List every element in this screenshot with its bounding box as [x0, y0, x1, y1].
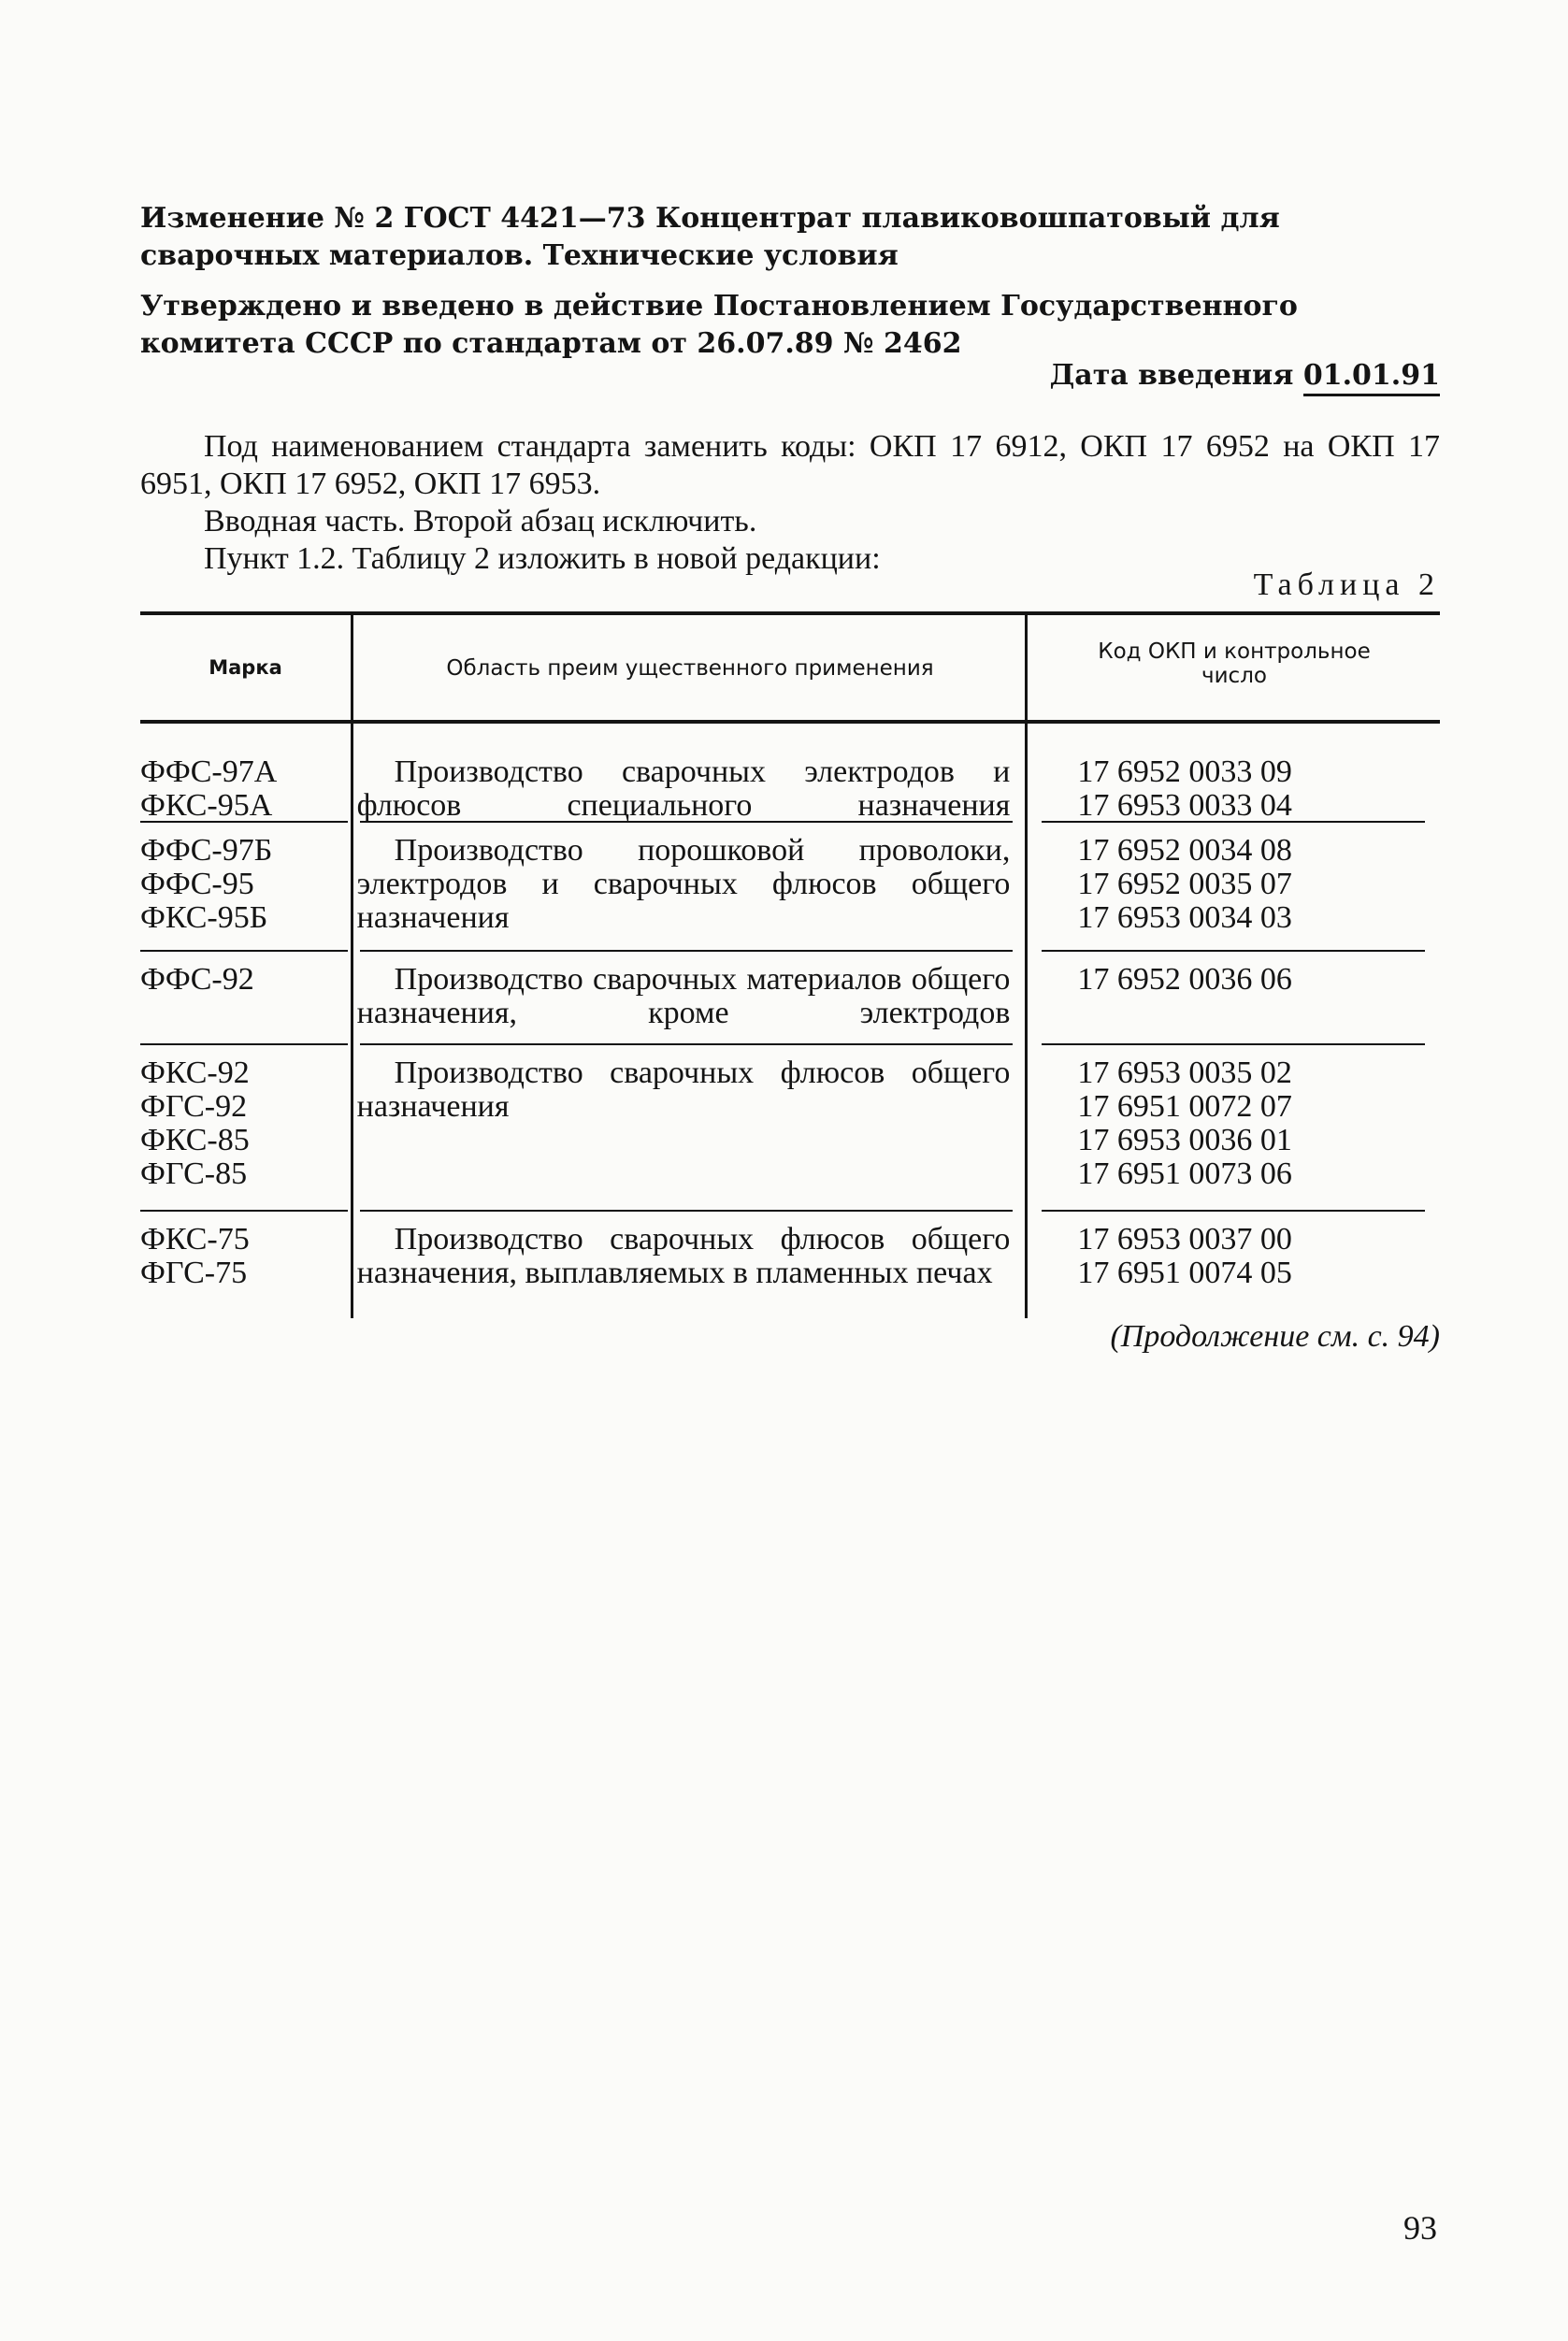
area-cell: Производство порошковой проволоки, электродов и сварочных флюсов общего назначения — [356, 833, 1011, 935]
table-row — [140, 955, 1440, 1049]
table-row — [140, 826, 1440, 955]
code-cell — [1040, 963, 1440, 1049]
mark-cell — [140, 1223, 350, 1318]
effective-date-label: Дата введения — [1049, 359, 1294, 392]
code-value: 17 6951 0073 06 — [1077, 1156, 1292, 1191]
row-separator — [360, 1043, 1013, 1045]
document-title: Изменение № 2 ГОСТ 4421—73 Концентрат плавиковошпатовый для сварочных материалов. Технические условия — [140, 202, 1280, 272]
code-value: 17 6951 0072 07 — [1077, 1089, 1292, 1124]
code-value: 17 6953 0035 02 — [1077, 1056, 1292, 1090]
approval-statement: Утверждено и введено в действие Постановлением Государственного комитета СССР по стандартам от 26.07.89 № 2462 — [140, 290, 1298, 360]
code-value: 17 6952 0035 07 — [1077, 867, 1292, 901]
table-row — [140, 724, 1440, 826]
row-separator — [140, 1043, 348, 1045]
mark-value: ФКС-92 — [140, 1056, 250, 1090]
paragraph-clause: Пункт 1.2. Таблицу 2 изложить в новой редакции: — [204, 541, 881, 576]
code-cell — [1040, 1056, 1440, 1215]
mark-value: ФКС-85 — [140, 1123, 250, 1157]
column-divider — [351, 724, 353, 1318]
table-title: Таблица 2 — [1253, 567, 1440, 602]
mark-cell — [140, 755, 350, 826]
mark-value: ФКС-95А — [140, 788, 273, 823]
code-cell — [1040, 834, 1440, 955]
area-cell: Производство сварочных флюсов общего назначения, выплавляемых в пламенных печах — [356, 1222, 1011, 1290]
continuation-note: (Продолжение см. с. 94) — [1110, 1319, 1440, 1354]
mark-cell — [140, 963, 350, 1049]
paragraph-intro: Вводная часть. Второй абзац исключить. — [204, 504, 757, 539]
mark-value: ФГС-92 — [140, 1089, 248, 1124]
mark-value: ФФС-97А — [140, 754, 278, 789]
code-value: 17 6951 0074 05 — [1077, 1256, 1292, 1290]
table-row — [140, 1049, 1440, 1215]
code-cell — [1040, 1223, 1440, 1318]
effective-date — [1050, 357, 1440, 395]
row-separator — [360, 950, 1013, 952]
code-value: 17 6953 0036 01 — [1077, 1123, 1292, 1157]
mark-value: ФФС-95 — [140, 867, 254, 901]
mark-cell — [140, 1056, 350, 1215]
area-cell: Производство сварочных электродов и флюсов специального назначения — [356, 754, 1011, 823]
row-separator — [140, 821, 348, 823]
code-value: 17 6953 0034 03 — [1077, 900, 1292, 935]
table-2 — [140, 611, 1440, 1318]
mark-value: ФФС-92 — [140, 962, 254, 997]
mark-cell — [140, 834, 350, 955]
row-separator — [1042, 1210, 1425, 1212]
area-cell: Производство сварочных флюсов общего назначения — [356, 1056, 1011, 1124]
column-divider — [1025, 724, 1028, 1318]
code-value: 17 6952 0034 08 — [1077, 833, 1292, 868]
row-separator — [1042, 821, 1425, 823]
header-mark: Марка — [209, 656, 282, 679]
row-separator — [140, 950, 348, 952]
mark-value: ФГС-85 — [140, 1156, 248, 1191]
row-separator — [140, 1210, 348, 1212]
row-separator — [1042, 1043, 1425, 1045]
header-code-line1: Код ОКП и контрольное — [1098, 639, 1371, 664]
code-cell — [1040, 755, 1440, 826]
paragraph-codes: Под наименованием стандарта заменить коды: ОКП 17 6912, ОКП 17 6952 на ОКП 17 6951, ОКП 17 6952, ОКП 17 6953. — [140, 429, 1440, 501]
mark-value: ФКС-95Б — [140, 900, 268, 935]
row-separator — [360, 821, 1013, 823]
row-separator — [1042, 950, 1425, 952]
row-separator — [360, 1210, 1013, 1212]
code-value: 17 6952 0036 06 — [1077, 962, 1292, 997]
header-code-line2: число — [1201, 664, 1267, 688]
table-header — [140, 615, 1440, 720]
mark-value: ФФС-97Б — [140, 833, 273, 868]
table-body — [140, 724, 1440, 1318]
code-value: 17 6953 0037 00 — [1077, 1222, 1292, 1257]
mark-value: ФКС-75 — [140, 1222, 250, 1257]
table-row — [140, 1215, 1440, 1318]
area-cell: Производство сварочных материалов общего назначения, кроме электродов — [356, 962, 1011, 1030]
page-number: 93 — [1403, 2209, 1437, 2247]
header-area: Область преим ущественного применения — [446, 656, 934, 681]
mark-value: ФГС-75 — [140, 1256, 248, 1290]
code-value: 17 6952 0033 09 — [1077, 754, 1292, 789]
code-value: 17 6953 0033 04 — [1077, 788, 1292, 823]
effective-date-value: 01.01.91 — [1303, 359, 1440, 396]
header-code — [1029, 639, 1440, 688]
